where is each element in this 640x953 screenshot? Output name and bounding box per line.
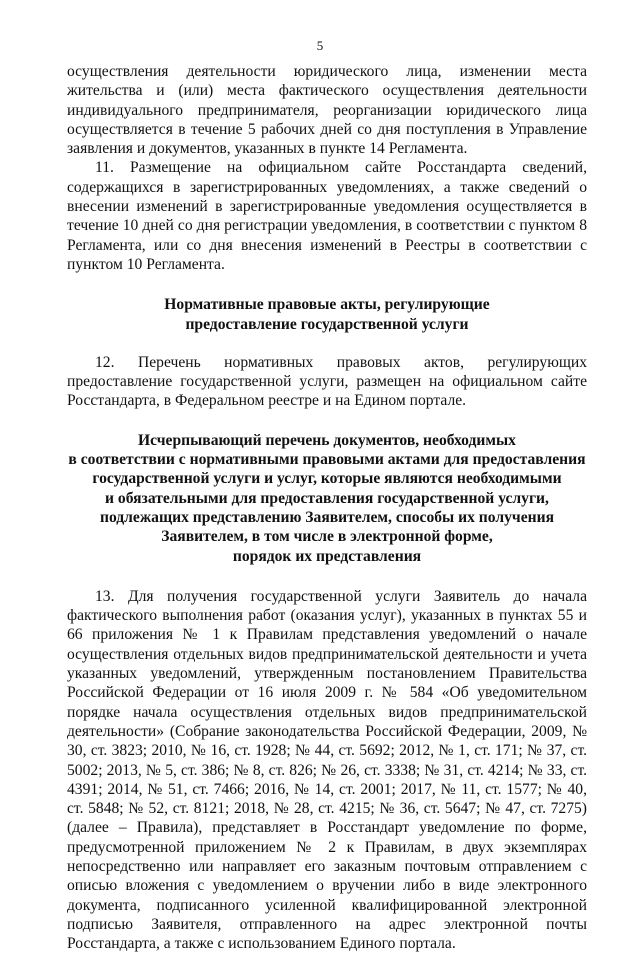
heading-line: в соответствии с нормативными правовыми актами для предоставления xyxy=(68,451,586,469)
heading-line: порядок их представления xyxy=(232,547,422,565)
heading-line: предоставление государственной услуги xyxy=(185,315,469,333)
heading-line: и обязательными для предоставления государственной услуги, xyxy=(105,489,549,507)
heading-line: Нормативные правовые акты, регулирующие xyxy=(164,296,490,314)
paragraph-continued: осуществления деятельности юридического лица, изменении места жительства и (или) места фактического осуществления деятельности индивидуального предпринимателя, реорганизации юридического лица осуществляется в течение 5 рабочих дней со дня поступления в Управление заявления и документов, указанных в пункте 14 Регламента. xyxy=(67,63,587,158)
heading-line: Исчерпывающий перечень документов, необходимых xyxy=(138,431,516,449)
page-content xyxy=(67,62,587,953)
section-heading-documents-list xyxy=(67,431,587,566)
paragraph-11: 11. Размещение на официальном сайте Росстандарта сведений, содержащихся в зарегистрированных уведомлениях, а также сведений о внесении изменений в зарегистрированные уведомления осуществляется в течение 10 дней со дня регистрации уведомления, в соответствии с пунктом 8 Регламента, или со дня внесения изменений в Реестры в соответствии с пунктом 10 Регламента. xyxy=(67,159,587,273)
page-number: 5 xyxy=(316,38,324,53)
heading-line: государственной услуги и услуг, которые являются необходимыми xyxy=(92,470,562,488)
paragraph-13: 13. Для получения государственной услуги Заявитель до начала фактического выполнения работ (оказания услуг), указанных в пунктах 55 и 66 приложения № 1 к Правилам представления уведомлений о начале осуществления отдельных видов предпринимательской деятельности и учета указанных уведомлений, утвержденным постановлением Правительства Российской Федерации от 16 июля 2009 г. № 584 «Об уведомительном порядке начала осуществления отдельных видов предпринимательской деятельности» (Собрание законодательства Российской Федерации, 2009, № 30, ст. 3823; 2010, № 16, ст. 1928; № 44, ст. 5692; 2012, № 1, ст. 171; № 37, ст. 5002; 2013, № 5, ст. 386; № 8, ст. 826; № 26, ст. 3338; № 31, ст. 4214; № 33, ст. 4391; 2014, № 51, ст. 7466; 2016, № 14, ст. 2001; 2017, № 11, ст. 1577; № 40, ст. 5848; № 52, ст. 8121; 2018, № 28, ст. 4215; № 36, ст. 5647; № 47, ст. 7275) (далее – Правила), представляет в Росстандарт уведомление по форме, предусмотренной приложением № 2 к Правилам, в двух экземплярах непосредственно или направляет его заказным почтовым отправлением с описью вложения с уведомлением о вручении либо в виде электронного документа, подписанного усиленной квалифицированной электронной подписью Заявителя, отправленного на адрес электронной почты Росстандарта, а также с использованием Единого портала. xyxy=(67,587,587,953)
paragraph-12: 12. Перечень нормативных правовых актов, регулирующих предоставление государственной услуги, размещен на официальном сайте Росстандарта, в Федеральном реестре и на Едином портале. xyxy=(67,353,587,410)
heading-line: Заявителем, в том числе в электронной форме, xyxy=(161,528,493,546)
section-heading-legal-acts xyxy=(67,295,587,334)
heading-line: подлежащих представлению Заявителем, способы их получения xyxy=(99,508,555,526)
